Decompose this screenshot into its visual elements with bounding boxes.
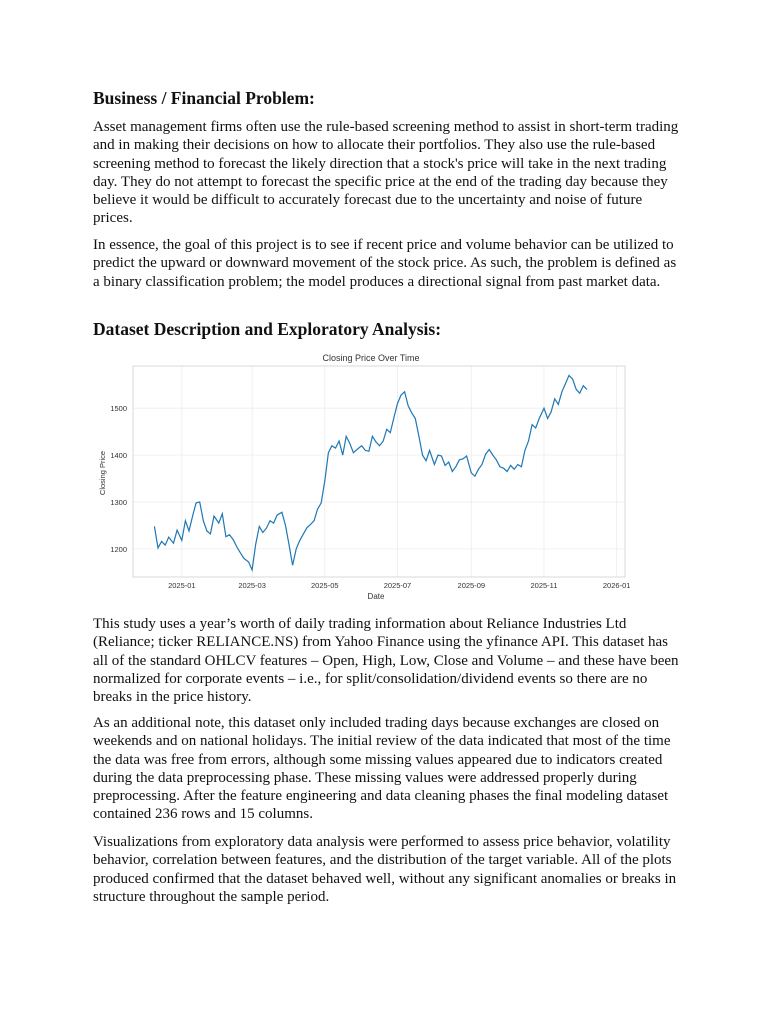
y-tick-label: 1300 (110, 497, 127, 507)
x-tick-label: 2025-01 (168, 581, 196, 590)
closing-price-chart (93, 348, 638, 606)
plot-area (133, 366, 625, 577)
y-tick-label: 1500 (110, 404, 127, 414)
section-heading-dataset: Dataset Description and Exploratory Analysis: (93, 319, 442, 339)
x-tick-label: 2025-05 (311, 581, 339, 590)
paragraph-business-1: Asset management firms often use the rule-based screening method to assist in short-term trading and in making their decisions on how to allocate their portfolios. They also use the rule-based screening method to forecast the likely direction that a stock's price will take in the next trading day. They do not attempt to forecast the specific price at the end of the trading day because they believe it would be difficult to accurately forecast due to the uncertainty and noise of future prices. (93, 119, 679, 227)
y-tick-label: 1400 (110, 451, 127, 461)
paragraph-dataset-1: This study uses a year’s worth of daily trading information about Reliance Industries Ltd (Reliance; ticker RELIANCE.NS) from Yahoo Finance using the yfinance API. This dataset has all of the standard OHLCV features – Open, High, Low, Close and Volume – and these have been normalized for corporate events – i.e., for split/consolidation/dividend events so there are no breaks in the price history. (93, 616, 679, 706)
paragraph-business-2: In essence, the goal of this project is to see if recent price and volume behavior can be utilized to predict the upward or downward movement of the stock price. As such, the problem is defined as a binary classification problem; the model produces a directional signal from past market data. (93, 237, 677, 290)
y-tick-label: 1200 (110, 544, 127, 554)
section-heading-business-problem: Business / Financial Problem: (93, 88, 315, 108)
chart-title: Closing Price Over Time (322, 353, 420, 363)
x-tick-label: 2025-11 (530, 581, 558, 590)
x-tick-label: 2025-07 (383, 581, 412, 590)
x-axis-label: Date (367, 592, 385, 601)
y-axis-label: Closing Price (98, 450, 107, 496)
paragraph-dataset-2: As an additional note, this dataset only included trading days because exchanges are closed on weekends and on national holidays. The initial review of the data indicated that most of the time the data was free from errors, although some missing values appeared due to indicators created during the data preprocessing phase. These missing values were addressed properly during preprocessing. After the feature engineering and data cleaning phases the final modeling dataset contained 236 rows and 15 columns. (93, 715, 671, 823)
x-tick-label: 2025-09 (457, 581, 486, 590)
paragraph-dataset-3: Visualizations from exploratory data analysis were performed to assess price behavior, volatility behavior, correlation between features, and the distribution of the target variable. All of the plots produced confirmed that the dataset behaved well, without any significant anomalies or breaks in structure throughout the sample period. (93, 834, 677, 905)
chart-grid (133, 366, 625, 577)
x-tick-label: 2025-03 (238, 581, 266, 590)
closing-price-line (154, 375, 587, 570)
chart-ticks (110, 404, 630, 590)
x-tick-label: 2026-01 (602, 581, 631, 590)
